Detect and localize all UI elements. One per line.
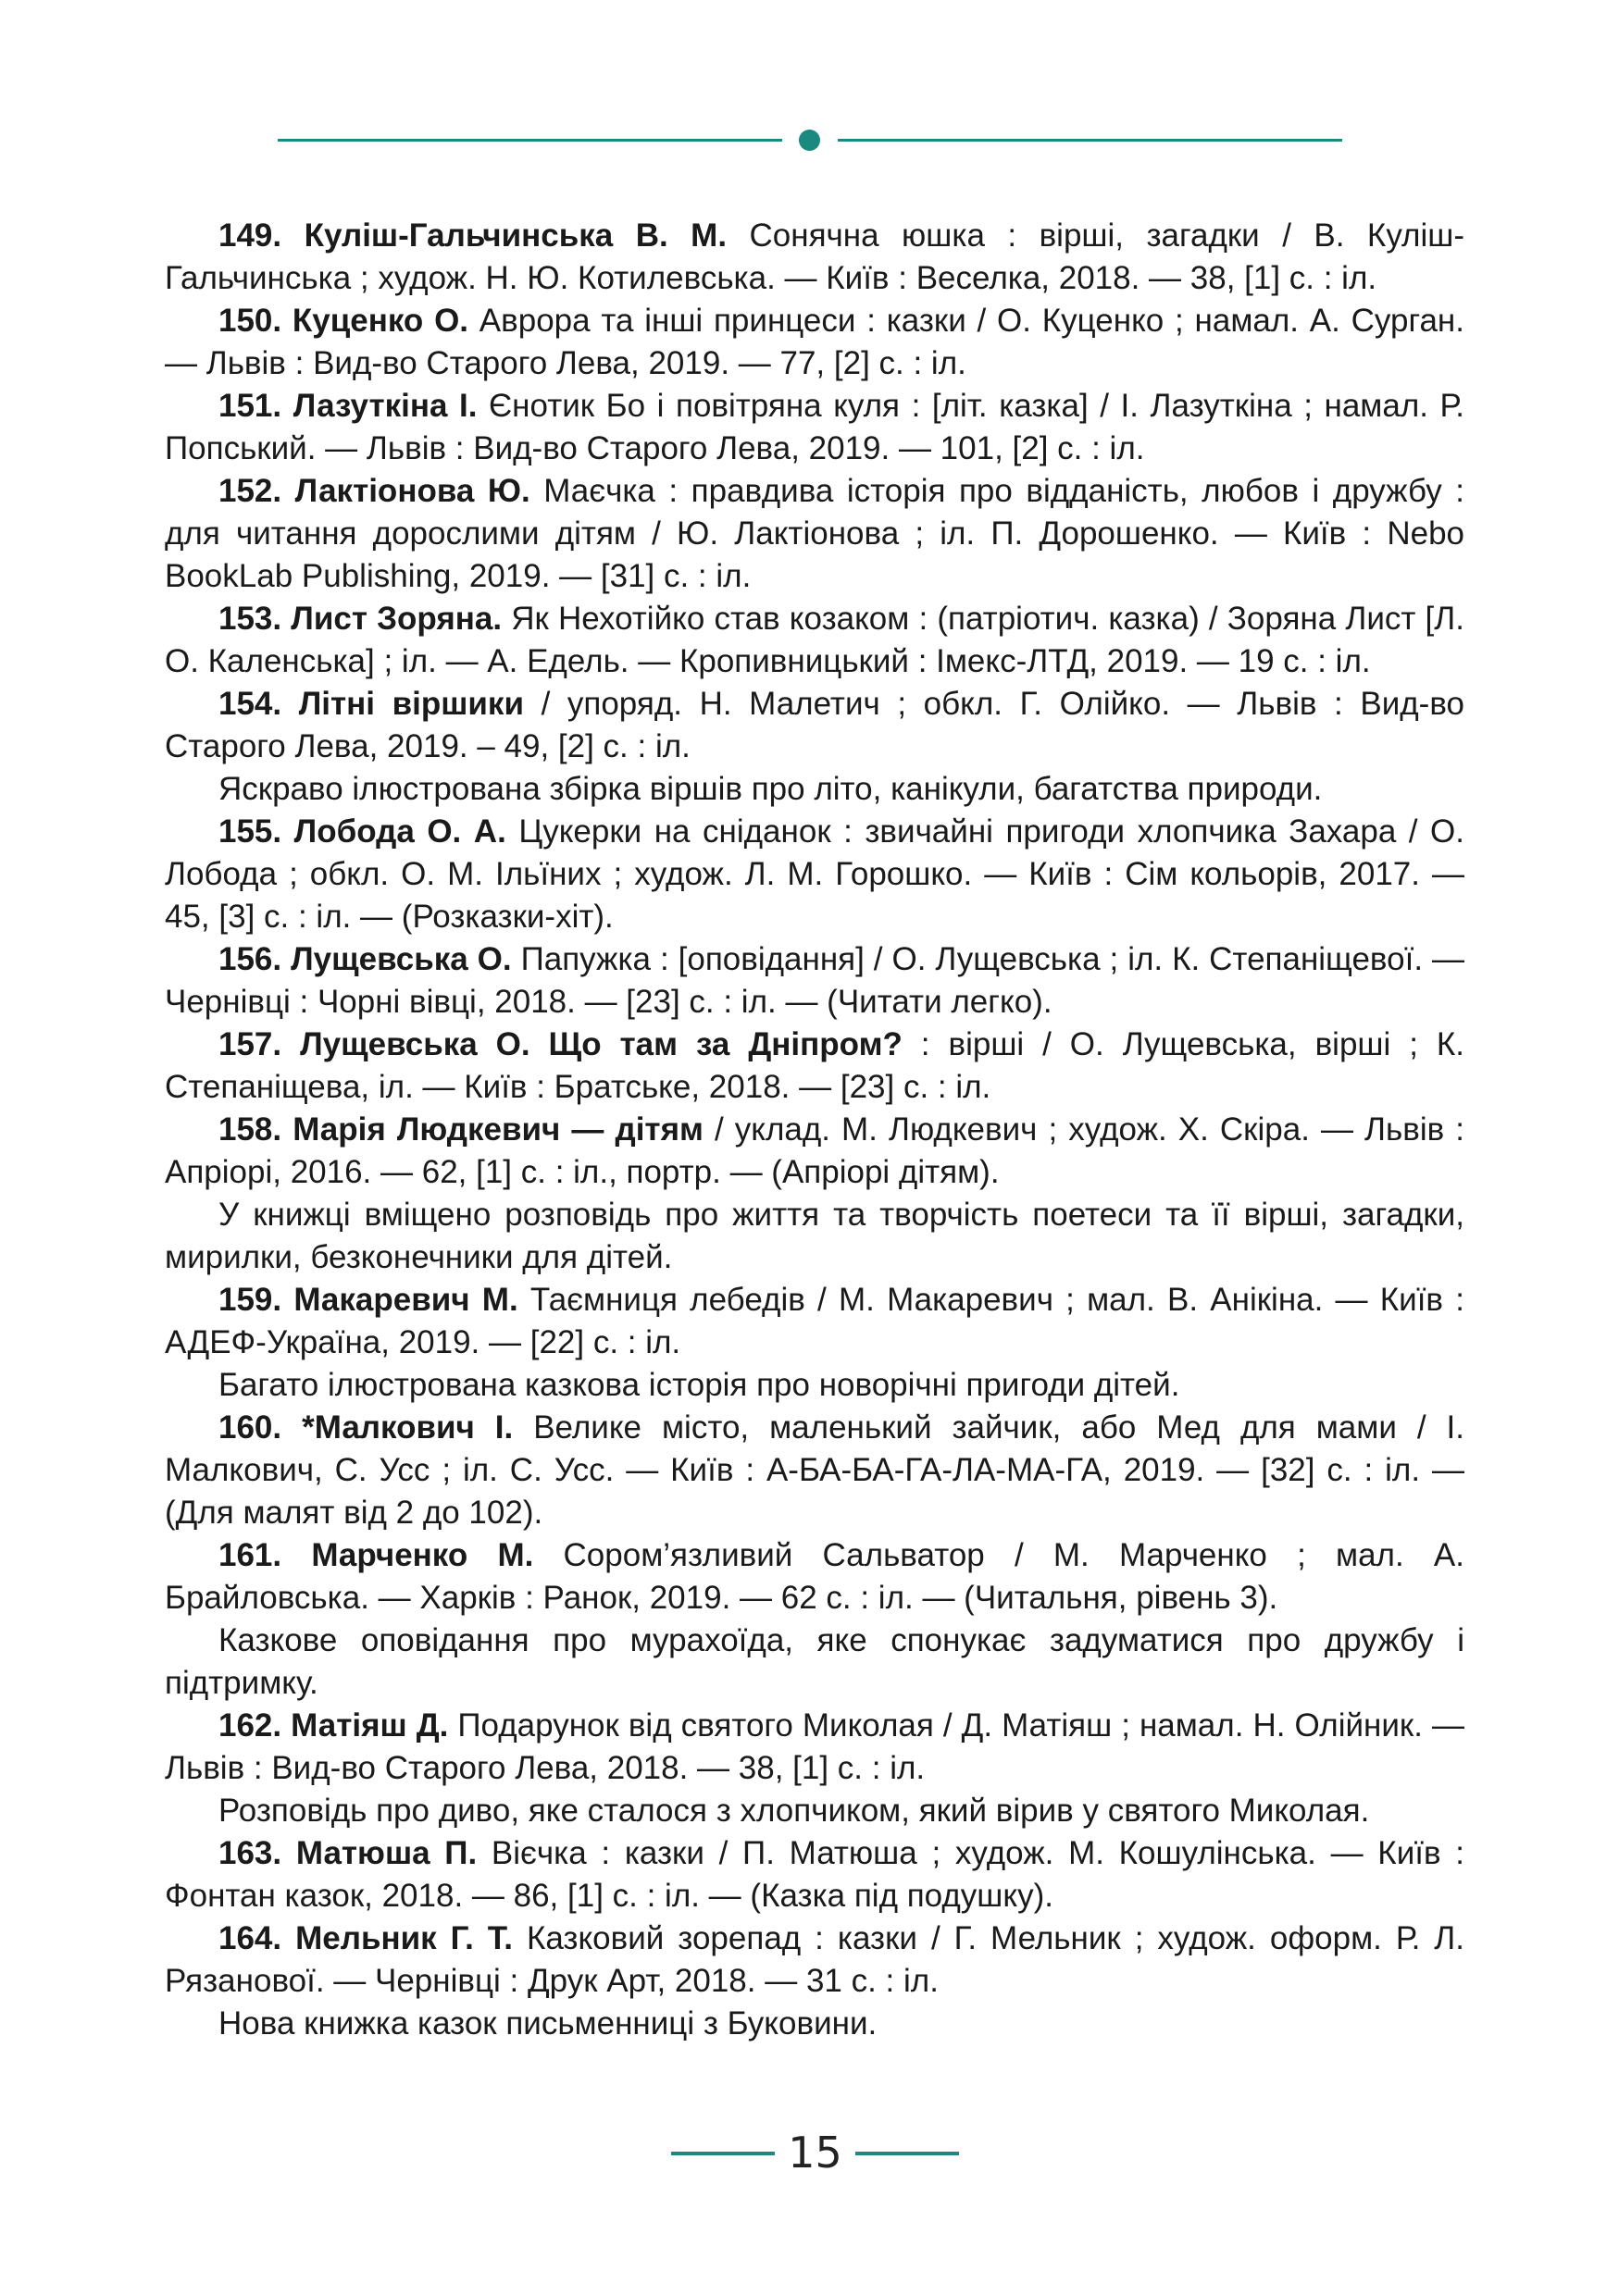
entry-author: Лазуткіна І. <box>293 388 478 424</box>
entry-author: Літні віршики <box>298 686 524 722</box>
entry-number: 164. <box>218 1920 282 1956</box>
entry-description: Сором’язливий Сальватор / М. Марченко ; мал. А. Брайловська. — Харків : Ранок, 2019. — 62 с. : іл. — (Читальня, рівень 3). <box>165 1537 1464 1616</box>
entry-description: Маєчка : правдива історія про відданість, любов і дружбу : для читання дорослими дітям / Ю. Лактіонова ; іл. П. Дорошенко. — Київ : Nebo BookLab Publishing, 2019. — [31] с. : іл. <box>165 473 1464 594</box>
entry-author: Матюша П. <box>295 1835 478 1871</box>
footer-rule-left <box>671 2152 775 2155</box>
bibliography-list <box>165 215 1464 2045</box>
bibliography-entry <box>165 683 1464 768</box>
entry-author: Мельник Г. Т. <box>295 1920 513 1956</box>
top-ornament <box>278 130 1342 152</box>
entry-heading <box>218 388 477 424</box>
entry-number: 161. <box>218 1537 282 1573</box>
entry-heading <box>218 473 530 509</box>
entry-heading <box>218 1537 533 1573</box>
entry-description: Папужка : [оповідання] / О. Лущевська ; іл. К. Степаніщевої. — Чернівці : Чорні вівці, 2018. — [23] с. : іл. — (Читати легко). <box>165 941 1464 1020</box>
entry-heading <box>218 1920 513 1956</box>
bibliography-entry <box>165 385 1464 470</box>
entry-heading <box>218 686 524 722</box>
entry-annotation: Яскраво ілюстрована збірка віршів про літо, канікули, багатства природи. <box>218 771 1323 807</box>
entry-annotation: У книжці вміщено розповідь про життя та творчість поетеси та її вірші, загадки, мирилки, безконечники для дітей. <box>165 1197 1464 1275</box>
entry-description: Сонячна юшка : вірші, загадки / В. Куліш-Гальчинська ; худож. Н. Ю. Котилевська. — Київ : Веселка, 2018. — 38, [1] с. : іл. <box>165 217 1464 296</box>
entry-author: Лист Зоряна. <box>291 601 503 637</box>
bibliography-entry <box>165 1109 1464 1194</box>
entry-description: Подарунок від святого Миколая / Д. Матіяш ; намал. Н. Олійник. — Львів : Вид-во Старого Лева, 2018. — 38, [1] с. : іл. <box>165 1707 1464 1786</box>
entry-number: 160. <box>218 1409 282 1446</box>
entry-number: 157. <box>218 1026 282 1062</box>
entry-number: 149. <box>218 217 282 254</box>
entry-description: / упоряд. Н. Малетич ; обкл. Г. Олійко. — Львів : Вид-во Старого Лева, 2019. – 49, [2] с. : іл. <box>165 686 1464 764</box>
bibliography-entry <box>165 1279 1464 1364</box>
top-rule-left <box>278 139 782 142</box>
entry-author: *Малкович І. <box>302 1409 514 1446</box>
page-number: 15 <box>788 2128 842 2178</box>
entry-description: Казковий зорепад : казки / Г. Мельник ; худож. оформ. Р. Л. Рязанової. — Чернівці : Друк Арт, 2018. — 31 с. : іл. <box>165 1920 1464 1999</box>
ornament-dot <box>799 130 820 151</box>
entry-author: Матіяш Д. <box>291 1707 449 1744</box>
entry-annotation: Багато ілюстрована казкова історія про новорічні пригоди дітей. <box>218 1367 1180 1403</box>
entry-heading <box>218 1835 477 1871</box>
bibliography-entry <box>165 811 1464 938</box>
entry-number: 153. <box>218 601 282 637</box>
entry-author: Куліш-Гальчинська В. М. <box>304 217 728 254</box>
entry-description: Таємниця лебедів / М. Макаревич ; мал. В. Анікіна. — Київ : АДЕФ-Україна, 2019. — [22] с. : іл. <box>165 1282 1464 1360</box>
entry-number: 151. <box>218 388 282 424</box>
entry-author: Лактіонова Ю. <box>294 473 530 509</box>
entry-number: 154. <box>218 686 282 722</box>
entry-heading <box>218 1282 518 1318</box>
entry-heading <box>218 941 512 977</box>
bibliography-entry <box>165 1407 1464 1534</box>
bibliography-entry <box>165 215 1464 300</box>
entry-heading <box>218 813 506 850</box>
entry-author: Лобода О. А. <box>293 813 506 850</box>
entry-number: 163. <box>218 1835 282 1871</box>
entry-number: 156. <box>218 941 282 977</box>
top-rule-right <box>838 139 1342 142</box>
entry-heading <box>218 601 502 637</box>
entry-author: Марія Людкевич — дітям <box>293 1111 704 1148</box>
entry-description: Велике місто, маленький зайчик, або Мед для мами / І. Малкович, С. Усс ; іл. С. Усс. — Київ : А-БА-БА-ГА-ЛА-МА-ГА, 2019. — [32] с. : іл. — (Для малят від 2 до 102). <box>165 1409 1464 1531</box>
bibliography-entry <box>165 1705 1464 1790</box>
entry-heading <box>218 1409 513 1446</box>
entry-description: Вієчка : казки / П. Матюша ; худож. М. Кошулінська. — Київ : Фонтан казок, 2018. — 86, [1] с. : іл. — (Казка під подушку). <box>165 1835 1465 1914</box>
bibliography-entry <box>165 1024 1464 1109</box>
entry-description: / уклад. М. Людкевич ; худож. Х. Скіра. — Львів : Апріорі, 2016. — 62, [1] с. : іл., портр. — (Апріорі дітям). <box>165 1111 1464 1190</box>
footer-rule-right <box>855 2152 959 2155</box>
entry-heading <box>218 303 468 339</box>
entry-number: 158. <box>218 1111 282 1148</box>
bibliography-entry <box>165 598 1464 683</box>
entry-author: Лущевська О. Що там за Дніпром? <box>300 1026 903 1062</box>
bibliography-entry <box>165 1832 1464 1917</box>
entry-description: Як Нехотійко став козаком : (патріотич. казка) / Зоряна Лист [Л. О. Каленська] ; іл. — А. Едель. — Кропивницький : Імекс-ЛТД, 2019. — 19 с. : іл. <box>165 601 1464 679</box>
entry-number: 159. <box>218 1282 282 1318</box>
bibliography-entry <box>165 470 1464 598</box>
entry-number: 155. <box>218 813 282 850</box>
entry-number: 162. <box>218 1707 282 1744</box>
entry-annotation: Казкове оповідання про мурахоїда, яке спонукає задуматися про дружбу і підтримку. <box>165 1622 1464 1701</box>
entry-heading <box>218 1707 448 1744</box>
entry-number: 150. <box>218 303 282 339</box>
bibliography-entry <box>165 300 1464 385</box>
entry-annotation: Нова книжка казок письменниці з Буковини. <box>218 2005 878 2042</box>
entry-annotation: Розповідь про диво, яке сталося з хлопчиком, який вірив у святого Миколая. <box>218 1793 1370 1829</box>
entry-number: 152. <box>218 473 282 509</box>
entry-author: Макаревич М. <box>293 1282 518 1318</box>
bibliography-entry <box>165 1917 1464 2003</box>
entry-heading <box>218 1026 903 1062</box>
entry-description: : вірші / О. Лущевська, вірші ; К. Степаніщева, іл. — Київ : Братське, 2018. — [23] с. : іл. <box>165 1026 1464 1105</box>
bibliography-entry <box>165 1534 1464 1620</box>
page-footer <box>0 2125 1619 2180</box>
entry-author: Куценко О. <box>292 303 469 339</box>
entry-author: Лущевська О. <box>291 941 512 977</box>
entry-description: Єнотик Бо і повітряна куля : [літ. казка] / І. Лазуткіна ; намал. Р. Попський. — Львів : Вид-во Старого Лева, 2019. — 101, [2] с. : іл. <box>165 388 1465 466</box>
entry-description: Аврора та інші принцеси : казки / О. Куценко ; намал. А. Сурган. — Львів : Вид-во Старого Лева, 2019. — 77, [2] с. : іл. <box>165 303 1464 381</box>
bibliography-entry <box>165 938 1464 1024</box>
entry-heading <box>218 217 727 254</box>
entry-author: Марченко М. <box>311 1537 534 1573</box>
entry-description: Цукерки на сніданок : звичайні пригоди хлопчика Захара / О. Лобода ; обкл. О. М. Ільїних ; худож. Л. М. Горошко. — Київ : Сім кольорів, 2017. — 45, [3] с. : іл. — (Розказки-хіт). <box>165 813 1464 935</box>
entry-heading <box>218 1111 704 1148</box>
